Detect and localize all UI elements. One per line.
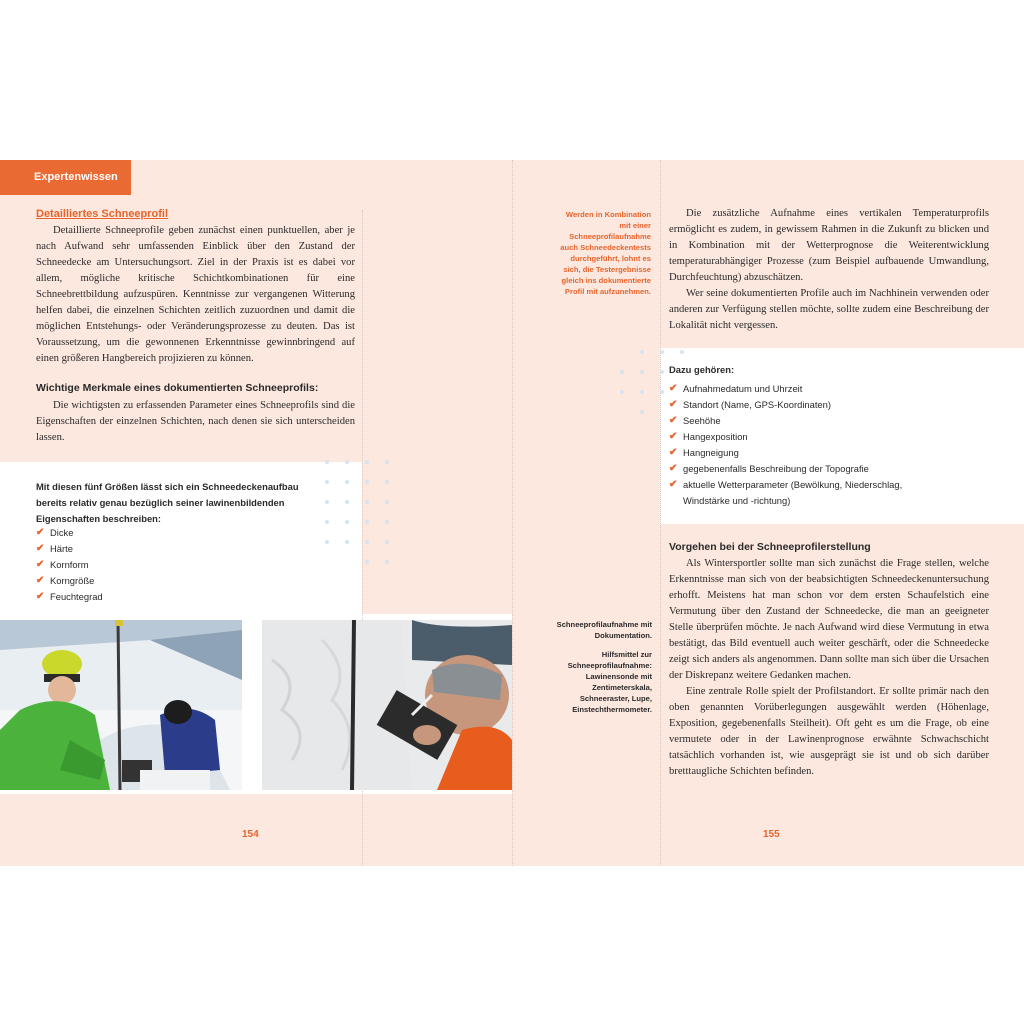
check-icon: ✔ bbox=[669, 431, 678, 442]
list-item bbox=[669, 413, 929, 429]
list-item bbox=[669, 477, 929, 509]
check-icon: ✔ bbox=[36, 543, 45, 554]
right-subheading: Vorgehen bei der Schneeprofilerstellung bbox=[669, 541, 871, 553]
right-main-paragraphs bbox=[669, 556, 989, 780]
left-intro-paragraph bbox=[36, 223, 355, 367]
page-number-left: 154 bbox=[242, 829, 259, 840]
list-item bbox=[669, 429, 929, 445]
list-item bbox=[36, 525, 236, 541]
dot-pattern-left bbox=[325, 460, 405, 580]
list-item-label: Korngröße bbox=[50, 575, 95, 586]
check-icon: ✔ bbox=[669, 447, 678, 458]
list-item-label: Dicke bbox=[50, 527, 74, 538]
left-heading: Detailliertes Schneeprofil bbox=[36, 208, 169, 220]
list-item-label: Hangneigung bbox=[683, 447, 739, 458]
left-sub-text: Die wichtigsten zu erfassenden Parameter eines Schneeprofils sind die Eigenschaften der einzelnen Schichten, nach denen sie sich unterscheiden lassen. bbox=[36, 400, 355, 443]
list-item-label: Hangexposition bbox=[683, 431, 748, 442]
photo-caption-1: Schneeprofilaufnahme mit Dokumentation. bbox=[556, 620, 652, 640]
right-para-2: Wer seine dokumentierten Profile auch im Nachhinein verwenden oder anderen zur Verfügung stellen möchte, sollte zudem eine Beschreibung der Lokalität nicht vergessen. bbox=[669, 288, 989, 331]
right-para-3: Als Wintersportler sollte man sich zunächst die Frage stellen, welche Erkenntnisse man sich von der beabsichtigten Schneedeckenuntersuchung erhofft. Meistens hat man schon vor dem ersten Schaufelstich eine Vermutung über den Zustand der Schneedecke, die man an geeigneter Stelle überprüfen möchte. Je nach Aufwand wird diese Vermutung in etwa bestätigt, das Bild eventuell auch weiter geschärft, oder die Schneedecke zeigt sich anders als angenommen. Dann sollte man sich über die Ursachen der Diskrepanz weitere Gedanken machen. bbox=[669, 558, 989, 681]
list-item bbox=[669, 461, 929, 477]
check-icon: ✔ bbox=[36, 559, 45, 570]
section-tab: Expertenwissen bbox=[0, 160, 131, 195]
list-item-label: Kornform bbox=[50, 559, 89, 570]
check-icon: ✔ bbox=[669, 399, 678, 410]
gutter bbox=[512, 160, 513, 866]
page-number-right: 155 bbox=[763, 829, 780, 840]
list-item bbox=[36, 541, 236, 557]
right-intro-paragraphs bbox=[669, 206, 989, 334]
list-item-label: Aufnahmedatum und Uhrzeit bbox=[683, 383, 803, 394]
check-icon: ✔ bbox=[36, 527, 45, 538]
left-sub-paragraph bbox=[36, 398, 355, 446]
list-item-label: Standort (Name, GPS-Koordinaten) bbox=[683, 399, 831, 410]
check-icon: ✔ bbox=[36, 575, 45, 586]
right-para-4: Eine zentrale Rolle spielt der Profilstandort. Er sollte primär nach den oben genannten Vorüberlegungen ausgewählt werden (Höhenlage, Exposition, gegebenenfalls Steilheit). Oft geht es um die Frage, ob eine vermutete oder in der Lawinenprognose erwähnte Schwachschicht tatsächlich vorhanden ist, wie ausgeprägt sie ist und ob sich darüber bretttaugliche Schichten befinden. bbox=[669, 686, 989, 777]
photo-illustration-2 bbox=[262, 620, 512, 790]
margin-note: Werden in Kombination mit einer Schneeprofilaufnahme auch Schneedeckentests durchgeführt, lohnt es sich, die Testergebnisse gleich ins dokumentierte Profil mit aufzunehmen. bbox=[560, 210, 651, 296]
left-parameter-list bbox=[36, 525, 236, 605]
photo-illustration-1 bbox=[0, 620, 242, 790]
list-item-label: Feuchtegrad bbox=[50, 591, 103, 602]
list-item bbox=[669, 445, 929, 461]
photo-caption-2: Hilfsmittel zur Schneeprofilaufnahme: Lawinensonde mit Zentimeterskala, Schneeraster, Lupe, Einstechthermometer. bbox=[567, 650, 652, 714]
left-box-intro: Mit diesen fünf Größen lässt sich ein Schneedeckenaufbau bereits relativ genau bezüglich seiner lawinenbildenden Eigenschaften beschreiben: bbox=[36, 481, 299, 524]
right-location-list bbox=[669, 381, 929, 509]
list-item-label: gegebenenfalls Beschreibung der Topografie bbox=[683, 463, 869, 474]
right-para-1: Die zusätzliche Aufnahme eines vertikalen Temperaturprofils ermöglicht es zudem, in gewissem Rahmen in die Zukunft zu blicken und in Kombination mit der Wetterprognose die Weiterentwicklung temperaturabhängiger Prozesse (zum Beispiel aufbauende Umwandlung, Durchfeuchtung) abzuschätzen. bbox=[669, 208, 989, 283]
list-item-label: aktuelle Wetterparameter (Bewölkung, Niederschlag, Windstärke und -richtung) bbox=[683, 479, 903, 506]
check-icon: ✔ bbox=[669, 463, 678, 474]
left-subheading: Wichtige Merkmale eines dokumentierten Schneeprofils: bbox=[36, 382, 319, 394]
list-item bbox=[36, 557, 236, 573]
list-item-label: Seehöhe bbox=[683, 415, 721, 426]
right-box-intro: Dazu gehören: bbox=[669, 364, 735, 375]
check-icon: ✔ bbox=[36, 591, 45, 602]
check-icon: ✔ bbox=[669, 383, 678, 394]
check-icon: ✔ bbox=[669, 479, 678, 490]
check-icon: ✔ bbox=[669, 415, 678, 426]
left-intro-text: Detaillierte Schneeprofile geben zunächst einen punktuellen, aber je nach Aufwand sehr umfassenden Einblick über den Zustand der Schneedecke am Untersuchungsort. Ziel in der Praxis ist es dabei vor allem, mögliche kritische Schichtkombinationen für eine Schneebrettbildung aufzuspüren. Kenntnisse zur vergangenen Witterung helfen dabei, die einzelnen Schichten zeitlich zuzuordnen und damit die möglichen Entstehungs- oder Veränderungsprozesse zu deuten. Das ist Voraussetzung, um die gewonnenen Erkenntnisse gewinnbringend auf einen größeren Hangbereich projizieren zu können. bbox=[36, 225, 355, 364]
list-item bbox=[669, 397, 929, 413]
column-divider-right bbox=[660, 160, 661, 866]
list-item-label: Härte bbox=[50, 543, 73, 554]
photo-snow-grid-lens bbox=[262, 620, 512, 790]
list-item bbox=[669, 381, 929, 397]
list-item bbox=[36, 589, 236, 605]
list-item bbox=[36, 573, 236, 589]
photo-snow-profile-team bbox=[0, 620, 242, 790]
